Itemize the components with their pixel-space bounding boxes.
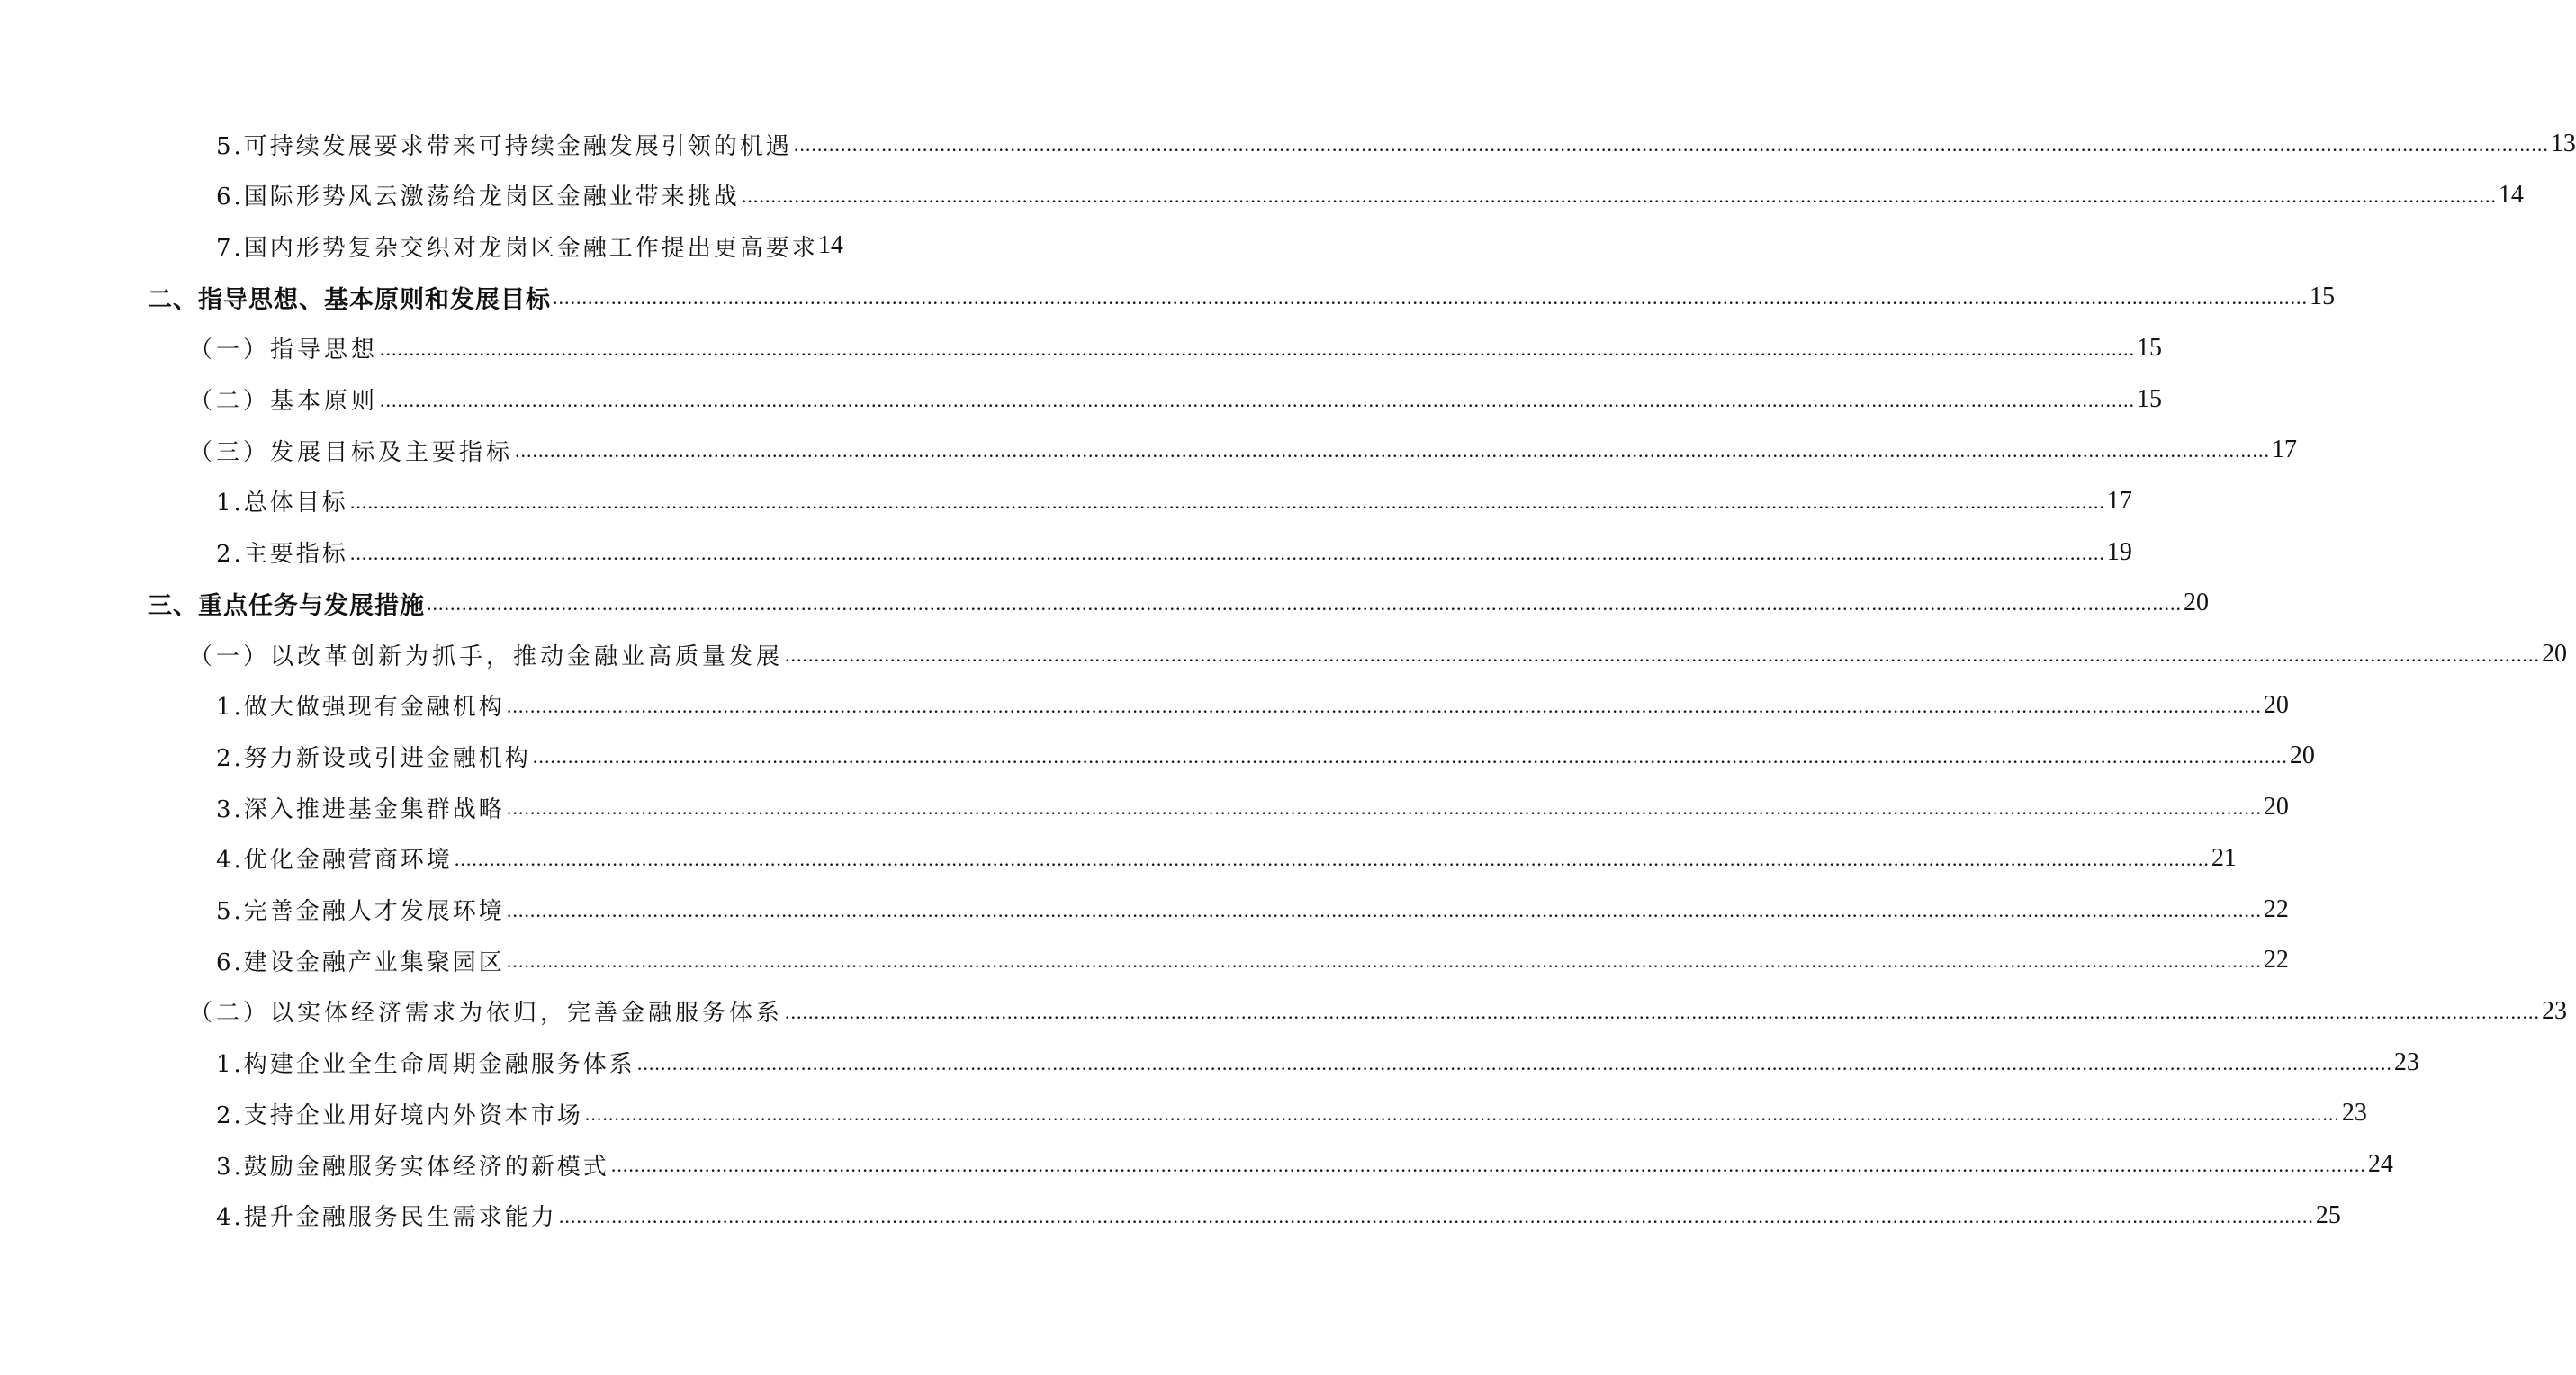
- toc-entry-label: （二）以实体经济需求为依归，完善金融服务体系: [189, 1000, 784, 1028]
- toc-entry[interactable]: [189, 327, 2163, 370]
- toc-entry-page-number: 21: [2211, 843, 2237, 872]
- dot-leader: ............................................................................................................................................................................................................................................................................................................: [380, 337, 2136, 360]
- toc-entry[interactable]: [216, 1092, 2367, 1135]
- toc-entry-label: 三、重点任务与发展措施: [148, 591, 425, 620]
- dot-leader: ............................................................................................................................................................................................................................................................................................................: [427, 592, 2182, 616]
- dot-leader: ............................................................................................................................................................................................................................................................................................................: [553, 286, 2308, 310]
- toc-entry-label: 6.国际形势风云激荡给龙岗区金融业带来挑战: [216, 184, 740, 211]
- toc-entry-page-number: 20: [2184, 589, 2209, 617]
- dot-leader: ............................................................................................................................................................................................................................................................................................................: [785, 1000, 2541, 1023]
- dot-leader: ............................................................................................................................................................................................................................................................................................................: [584, 1102, 2340, 1126]
- toc-entry-label: （二）基本原则: [189, 388, 379, 415]
- dot-leader: ............................................................................................................................................................................................................................................................................................................: [506, 949, 2262, 973]
- toc-entry[interactable]: [216, 786, 2289, 829]
- toc-entry-page-number: 22: [2263, 946, 2289, 975]
- dot-leader: ............................................................................................................................................................................................................................................................................................................: [636, 1051, 2392, 1074]
- toc-entry-page-number: 23: [2542, 996, 2568, 1025]
- toc-entry[interactable]: [216, 1143, 2393, 1186]
- toc-entry-label: 2.主要指标: [216, 541, 348, 569]
- toc-entry-page-number: 20: [2542, 640, 2568, 668]
- toc-entry-page-number: 14: [2498, 180, 2524, 209]
- toc-entry-label: 4.优化金融营商环境: [216, 847, 453, 875]
- dot-leader: ............................................................................................................................................................................................................................................................................................................: [349, 541, 2105, 564]
- toc-entry-page-number: 25: [2315, 1200, 2341, 1229]
- dot-leader: ............................................................................................................................................................................................................................................................................................................: [610, 1154, 2366, 1176]
- toc-entry[interactable]: [216, 224, 843, 267]
- toc-entry-label: 3.鼓励金融服务实体经济的新模式: [216, 1153, 609, 1181]
- toc-entry[interactable]: [189, 990, 2568, 1033]
- toc-entry-label: 6.建设金融产业集聚园区: [216, 948, 505, 976]
- dot-leader: ............................................................................................................................................................................................................................................................................................................: [793, 133, 2549, 156]
- dot-leader: ............................................................................................................................................................................................................................................................................................................: [380, 388, 2136, 411]
- toc-entry[interactable]: [189, 428, 2298, 472]
- toc-entry-page-number: 20: [2263, 793, 2289, 822]
- toc-entry[interactable]: [216, 888, 2289, 931]
- toc-entry[interactable]: [216, 837, 2237, 880]
- toc-entry-page-number: 23: [2393, 1047, 2419, 1076]
- dot-leader: ............................................................................................................................................................................................................................................................................................................: [532, 745, 2288, 768]
- toc-entry[interactable]: [148, 581, 2209, 625]
- toc-entry-page-number: 17: [2106, 486, 2132, 515]
- toc-entry[interactable]: [216, 531, 2132, 574]
- toc-entry-page-number: 15: [2310, 283, 2335, 311]
- toc-entry-page-number: 24: [2367, 1150, 2393, 1178]
- dot-leader: ............................................................................................................................................................................................................................................................................................................: [785, 643, 2541, 666]
- toc-entry-page-number: 20: [2263, 690, 2289, 719]
- toc-entry[interactable]: [189, 378, 2163, 421]
- dot-leader: ............................................................................................................................................................................................................................................................................................................: [454, 847, 2210, 870]
- toc-entry[interactable]: [216, 684, 2289, 727]
- toc-entry-label: 4.提升金融服务民生需求能力: [216, 1204, 557, 1232]
- dot-leader: ............................................................................................................................................................................................................................................................................................................: [741, 184, 2497, 207]
- toc-entry-label: 2.努力新设或引进金融机构: [216, 744, 531, 772]
- dot-leader: ............................................................................................................................................................................................................................................................................................................: [506, 796, 2262, 820]
- toc-entry-label: 5.完善金融人才发展环境: [216, 898, 505, 925]
- toc-entry[interactable]: [189, 633, 2568, 676]
- toc-entry-page-number: 13: [2550, 130, 2576, 157]
- toc-entry-label: 1.构建企业全生命周期金融服务体系: [216, 1051, 635, 1079]
- toc-entry-page-number: 22: [2263, 894, 2289, 923]
- toc-entry[interactable]: [216, 734, 2315, 777]
- toc-entry-label: 二、指导思想、基本原则和发展目标: [148, 285, 551, 314]
- dot-leader: ............................................................................................................................................................................................................................................................................................................: [515, 439, 2271, 463]
- toc-entry[interactable]: [216, 1041, 2419, 1084]
- toc-entry-page-number: 19: [2106, 537, 2132, 566]
- toc-entry[interactable]: [216, 122, 2576, 166]
- toc-entry[interactable]: [216, 174, 2524, 217]
- dot-leader: ............................................................................................................................................................................................................................................................................................................: [558, 1204, 2314, 1227]
- toc-entry-label: （一）指导思想: [189, 337, 379, 364]
- toc-entry-label: 1.做大做强现有金融机构: [216, 694, 505, 722]
- toc-entry-label: （三）发展目标及主要指标: [189, 438, 514, 466]
- toc-entry[interactable]: [216, 1194, 2341, 1237]
- toc-entry-page-number: 17: [2272, 436, 2298, 464]
- toc-entry-label: 2.支持企业用好境内外资本市场: [216, 1101, 583, 1129]
- toc-entry-label: 5.可持续发展要求带来可持续金融发展引领的机遇: [216, 132, 792, 160]
- toc-entry-page-number: 20: [2289, 741, 2315, 770]
- toc-entry-page-number: 15: [2137, 384, 2163, 413]
- toc-entry-page-number: 14: [817, 231, 843, 260]
- toc-entry[interactable]: [216, 939, 2289, 982]
- toc-entry-page-number: 23: [2341, 1099, 2367, 1128]
- dot-leader: ............................................................................................................................................................................................................................................................................................................: [506, 898, 2262, 921]
- toc-entry-label: （一）以改革创新为抓手，推动金融业高质量发展: [189, 643, 784, 670]
- toc-entry-label: 7.国内形势复杂交织对龙岗区金融工作提出更高要求: [216, 234, 818, 262]
- toc-entry-label: 1.总体目标: [216, 490, 348, 517]
- toc-entry[interactable]: [216, 480, 2132, 523]
- toc-entry-label: 3.深入推进基金集群战略: [216, 795, 505, 823]
- toc-entry-page-number: 15: [2137, 333, 2163, 362]
- toc-entry[interactable]: [148, 275, 2335, 319]
- dot-leader: ............................................................................................................................................................................................................................................................................................................: [349, 490, 2105, 513]
- dot-leader: ............................................................................................................................................................................................................................................................................................................: [506, 694, 2262, 717]
